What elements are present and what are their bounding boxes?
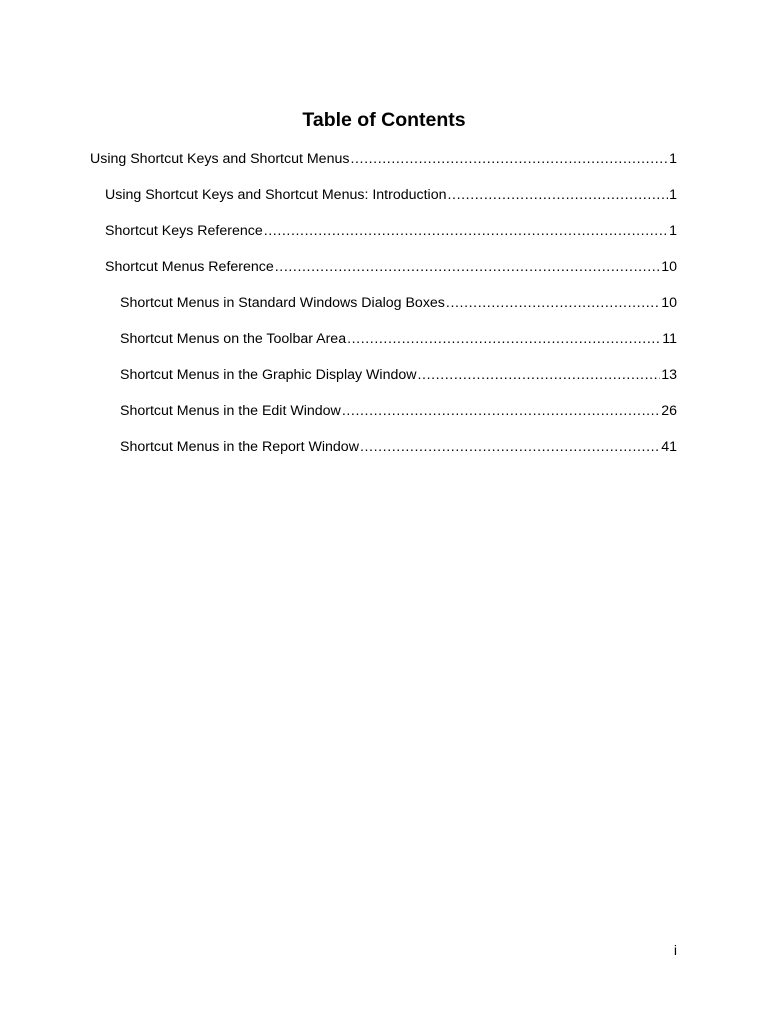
toc-entry-page: 41 xyxy=(661,439,677,455)
toc-dot-leader xyxy=(342,400,660,422)
toc-entry-page: 1 xyxy=(669,151,677,167)
toc-entry-title: Using Shortcut Keys and Shortcut Menus: Introduction xyxy=(105,187,447,203)
toc-entry-title: Using Shortcut Keys and Shortcut Menus xyxy=(90,151,350,167)
toc-entry-page: 10 xyxy=(661,259,677,275)
toc-entry-page: 1 xyxy=(669,223,677,239)
toc-entry-title: Shortcut Menus in the Report Window xyxy=(120,439,359,455)
toc-entry-title: Shortcut Menus in the Edit Window xyxy=(120,403,341,419)
toc-dot-leader xyxy=(264,220,668,242)
toc-list xyxy=(90,148,677,472)
toc-entry[interactable] xyxy=(90,436,677,472)
toc-dot-leader xyxy=(418,364,661,386)
toc-dot-leader xyxy=(447,184,668,206)
toc-entry[interactable] xyxy=(90,364,677,400)
toc-dot-leader xyxy=(347,328,661,350)
toc-entry-page: 1 xyxy=(669,187,677,203)
toc-entry-title: Shortcut Menus in Standard Windows Dialog Boxes xyxy=(120,295,445,311)
toc-entry-title: Shortcut Menus on the Toolbar Area xyxy=(120,331,347,347)
toc-entry[interactable] xyxy=(90,328,677,364)
toc-entry-title: Shortcut Menus Reference xyxy=(105,259,274,275)
toc-entry[interactable] xyxy=(90,220,677,256)
toc-dot-leader xyxy=(350,148,668,170)
toc-dot-leader xyxy=(275,256,660,278)
toc-entry-page: 10 xyxy=(661,295,677,311)
toc-dot-leader xyxy=(446,292,660,314)
toc-entry[interactable] xyxy=(90,292,677,328)
toc-entry[interactable] xyxy=(90,256,677,292)
toc-entry-page: 11 xyxy=(662,331,677,347)
toc-dot-leader xyxy=(360,436,660,458)
toc-entry[interactable] xyxy=(90,148,677,184)
toc-entry-title: Shortcut Keys Reference xyxy=(105,223,263,239)
page-title: Table of Contents xyxy=(302,109,466,131)
toc-entry-title: Shortcut Menus in the Graphic Display Window xyxy=(120,367,417,383)
toc-entry-page: 26 xyxy=(661,403,677,419)
toc-entry-page: 13 xyxy=(661,367,677,383)
toc-entry[interactable] xyxy=(90,400,677,436)
toc-entry[interactable] xyxy=(90,184,677,220)
footer-page-number: i xyxy=(673,943,677,959)
